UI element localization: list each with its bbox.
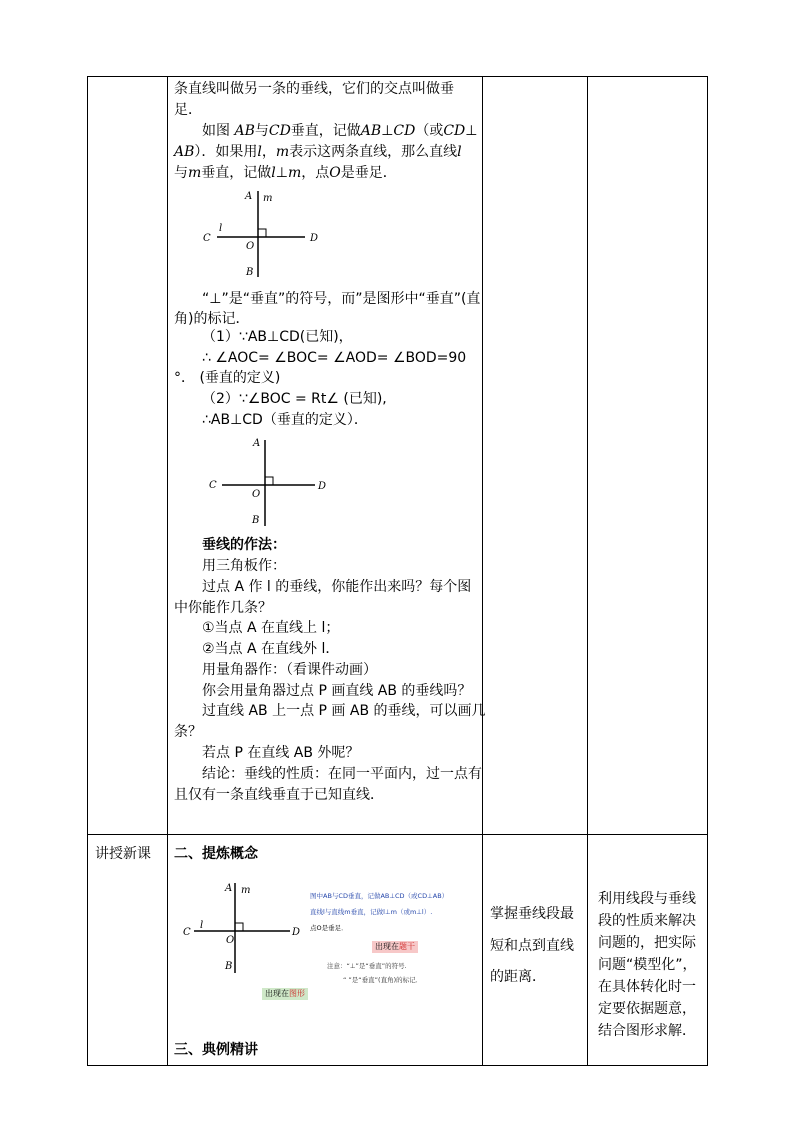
text-line: 条直线叫做另一条的垂线，它们的交点叫做垂	[174, 81, 454, 97]
slide-note: “ ”是“垂直”(直角)的标记．	[343, 976, 423, 984]
slide-text: 直线l与直线m垂直，记做l⊥m（或m⊥l）.	[310, 908, 433, 916]
note-line: 利用线段与垂线	[598, 891, 696, 907]
text-line: ②当点 A 在直线外 l．	[202, 641, 340, 657]
slide-perpendicular-diagram	[180, 878, 310, 978]
label-B: B	[252, 515, 260, 526]
label-m: m	[241, 885, 251, 896]
slide-note: 注意：“⊥”是“垂直”的符号.	[327, 962, 407, 970]
text-line: 且仅有一条直线垂直于已知直线．	[174, 787, 384, 803]
label-D: D	[310, 233, 319, 244]
note-line: 定要依据题意，	[598, 1001, 696, 1017]
section-heading: 二、提炼概念	[174, 846, 258, 862]
label-A: A	[225, 883, 233, 894]
label-B: B	[225, 961, 233, 972]
text-line: ①当点 A 在直线上 l；	[202, 620, 340, 636]
table-border-left	[87, 76, 88, 1065]
tag-in-figure: 出现在图形	[262, 988, 308, 1000]
table-border-right	[707, 76, 708, 1065]
text-line: ∴ ∠AOC= ∠BOC= ∠AOD= ∠BOD=90	[202, 350, 467, 366]
text-line: 足．	[174, 102, 202, 118]
table-border-top	[87, 76, 708, 77]
table-col-divider-3	[587, 76, 588, 1065]
text-line: 用三角板作：	[202, 558, 286, 574]
table-border-bottom	[87, 1065, 708, 1066]
table-col-divider-1	[167, 76, 168, 1065]
label-C: C	[203, 233, 211, 244]
goal-line: 的距离．	[490, 969, 546, 985]
text-line: 与m垂直，记做l⊥m，点O是垂足．	[174, 165, 397, 181]
label-C: C	[183, 927, 191, 938]
text-line: 条？	[174, 724, 202, 740]
perpendicular-diagram-2	[200, 432, 340, 532]
note-line: 在具体转化时一	[598, 979, 696, 995]
text-line: 过点 A 作 l 的垂线，你能作出来吗？每个图	[202, 579, 472, 595]
text-line: 过直线 AB 上一点 P 画 AB 的垂线，可以画几	[202, 703, 486, 719]
table-row-divider	[87, 834, 708, 835]
note-line: 结合图形求解．	[598, 1023, 696, 1039]
goal-line: 掌握垂线段最	[490, 906, 574, 922]
section-heading: 垂线的作法：	[202, 537, 286, 553]
note-line: 问题“模型化”，	[598, 957, 697, 973]
perpendicular-diagram-1	[195, 185, 335, 280]
text-line: AB）．如果用l，m表示这两条直线，那么直线l	[174, 144, 462, 160]
label-B: B	[246, 267, 254, 278]
label-O: O	[246, 241, 255, 252]
label-l: l	[219, 223, 223, 234]
text-line: 角)的标记．	[174, 311, 250, 327]
text-line: 用量角器作：（看课件动画）	[202, 662, 377, 678]
text-line: 你会用量角器过点 P 画直线 AB 的垂线吗？	[202, 683, 472, 699]
label-m: m	[263, 193, 273, 204]
label-D: D	[318, 481, 327, 492]
note-line: 问题的，把实际	[598, 935, 696, 951]
text-line: ∴AB⊥CD（垂直的定义）．	[202, 412, 368, 428]
label-D: D	[292, 927, 301, 938]
goal-line: 短和点到直线	[490, 938, 574, 954]
label-O: O	[252, 489, 261, 500]
label-A: A	[245, 191, 253, 202]
table-col-divider-2	[482, 76, 483, 1065]
label-l: l	[200, 920, 204, 931]
text-line: 如图 AB与CD垂直，记做AB⊥CD（或CD⊥	[202, 123, 478, 139]
text-line: °． (垂直的定义)	[174, 370, 281, 386]
text-line: 结论：垂线的性质：在同一平面内，过一点有	[202, 766, 482, 782]
section-heading: 三、典例精讲	[174, 1042, 258, 1058]
label-O: O	[226, 935, 235, 946]
text-line: 中你能作几条？	[174, 600, 272, 616]
slide-text: 图中AB与CD垂直，记做AB⊥CD（或CD⊥AB）	[310, 892, 449, 900]
label-A: A	[253, 438, 261, 449]
stage-label: 讲授新课	[95, 846, 151, 862]
tag-in-question: 出现在题干	[372, 941, 418, 953]
text-line: （1）∵AB⊥CD(已知)，	[202, 329, 353, 345]
text-line: 若点 P 在直线 AB 外呢？	[202, 745, 360, 761]
note-line: 段的性质来解决	[598, 913, 696, 929]
slide-text: 点O是垂足．	[310, 924, 348, 932]
text-line: （2）∵∠BOC = Rt∠ (已知),	[202, 391, 387, 407]
label-C: C	[209, 480, 217, 491]
text-line: “⊥”是“垂直”的符号，而”是图形中“垂直”(直	[202, 291, 481, 307]
